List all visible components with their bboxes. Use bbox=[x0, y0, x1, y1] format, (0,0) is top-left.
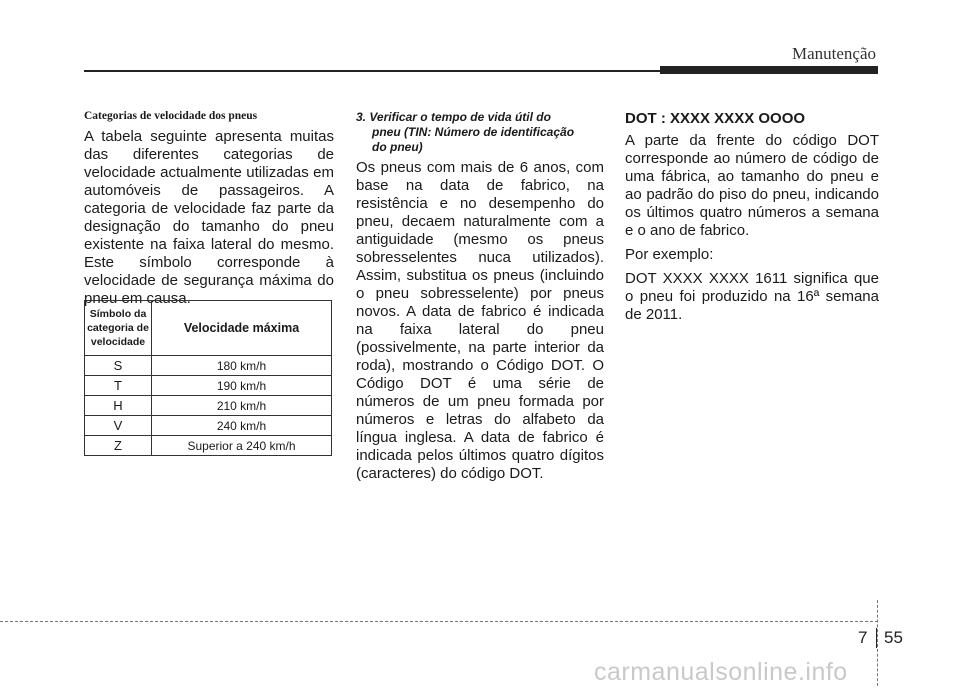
table-header-row bbox=[85, 301, 332, 356]
table-cell-speed: 190 km/h bbox=[152, 376, 332, 396]
table-row bbox=[85, 416, 332, 436]
table-cell-speed: 240 km/h bbox=[152, 416, 332, 436]
right-column bbox=[625, 110, 879, 324]
left-column bbox=[84, 110, 334, 308]
chapter-number: 7 bbox=[858, 628, 868, 647]
example-paragraph: DOT XXXX XXXX 1611 significa que o pneu foi produzido na 16ª semana de 2011. bbox=[625, 270, 879, 323]
table-cell-symbol: Z bbox=[85, 436, 152, 456]
speed-category-table bbox=[84, 300, 332, 456]
dot-heading: DOT : XXXX XXXX OOOO bbox=[625, 110, 806, 127]
table-header-symbol: Símbolo da categoria de velocidade bbox=[85, 301, 152, 356]
table-cell-speed: 210 km/h bbox=[152, 396, 332, 416]
footer-tick bbox=[877, 600, 878, 686]
table-cell-symbol: T bbox=[85, 376, 152, 396]
table-row bbox=[85, 376, 332, 396]
tin-heading-line3: do pneu) bbox=[372, 140, 423, 154]
dot-paragraph: A parte da frente do código DOT corresponde ao número de código de uma fábrica, ao tamanho do pneu e ao padrão do piso do pneu, indicando os últimos quatro números a semana e o ano de fabrico. bbox=[625, 132, 879, 239]
speed-category-paragraph: A tabela seguinte apresenta muitas das diferentes categorias de velocidade actualmente utilizadas em automóveis de passageiros. A categoria de velocidade faz parte da designação do tamanho do pneu existente na faixa lateral do mesmo. Este símbolo corresponde à velocidade de segurança máxima do pneu em causa. bbox=[84, 128, 334, 307]
table-header-speed: Velocidade máxima bbox=[152, 301, 332, 356]
tin-heading-number: 3. bbox=[356, 110, 367, 124]
table-cell-speed: 180 km/h bbox=[152, 356, 332, 376]
speed-category-heading: Categorias de velocidade dos pneus bbox=[84, 110, 258, 122]
table-row bbox=[85, 356, 332, 376]
tin-heading-line2: pneu (TIN: Número de identificação bbox=[372, 125, 575, 139]
header-bar bbox=[660, 66, 878, 74]
section-title: Manutenção bbox=[791, 44, 876, 63]
table-row bbox=[85, 396, 332, 416]
watermark: carmanualsonline.info bbox=[594, 658, 848, 686]
tin-paragraph: Os pneus com mais de 6 anos, com base na data de fabrico, na resistência e no desempenho do pneu, decaem naturalmente com a antiguidade (mesmo os pneus sobresselentes nuca utilizados). Assim, substitua os pneus (incluindo o pneu sobresselente) por pneus novos. A data de fabrico é indicada na faixa lateral do pneu (possivelmente, na parte interior da roda), mostrando o Código DOT. O Código DOT é uma série de números de um pneu formada por números e letras do alfabeto da língua inglesa. A data de fabrico é indicada pelos últimos quatro dígitos (caracteres) do código DOT. bbox=[356, 159, 604, 482]
tin-heading-line1: Verificar o tempo de vida útil do bbox=[369, 110, 551, 124]
middle-column bbox=[356, 110, 604, 483]
header-rule bbox=[84, 70, 660, 72]
table-cell-symbol: H bbox=[85, 396, 152, 416]
page-number: 55 bbox=[884, 628, 903, 647]
page-number-divider bbox=[876, 628, 877, 648]
table-cell-symbol: V bbox=[85, 416, 152, 436]
table-cell-speed: Superior a 240 km/h bbox=[152, 436, 332, 456]
table-row bbox=[85, 436, 332, 456]
table-cell-symbol: S bbox=[85, 356, 152, 376]
footer-line bbox=[0, 621, 878, 622]
example-label: Por exemplo: bbox=[625, 246, 714, 263]
tin-heading bbox=[356, 110, 604, 155]
